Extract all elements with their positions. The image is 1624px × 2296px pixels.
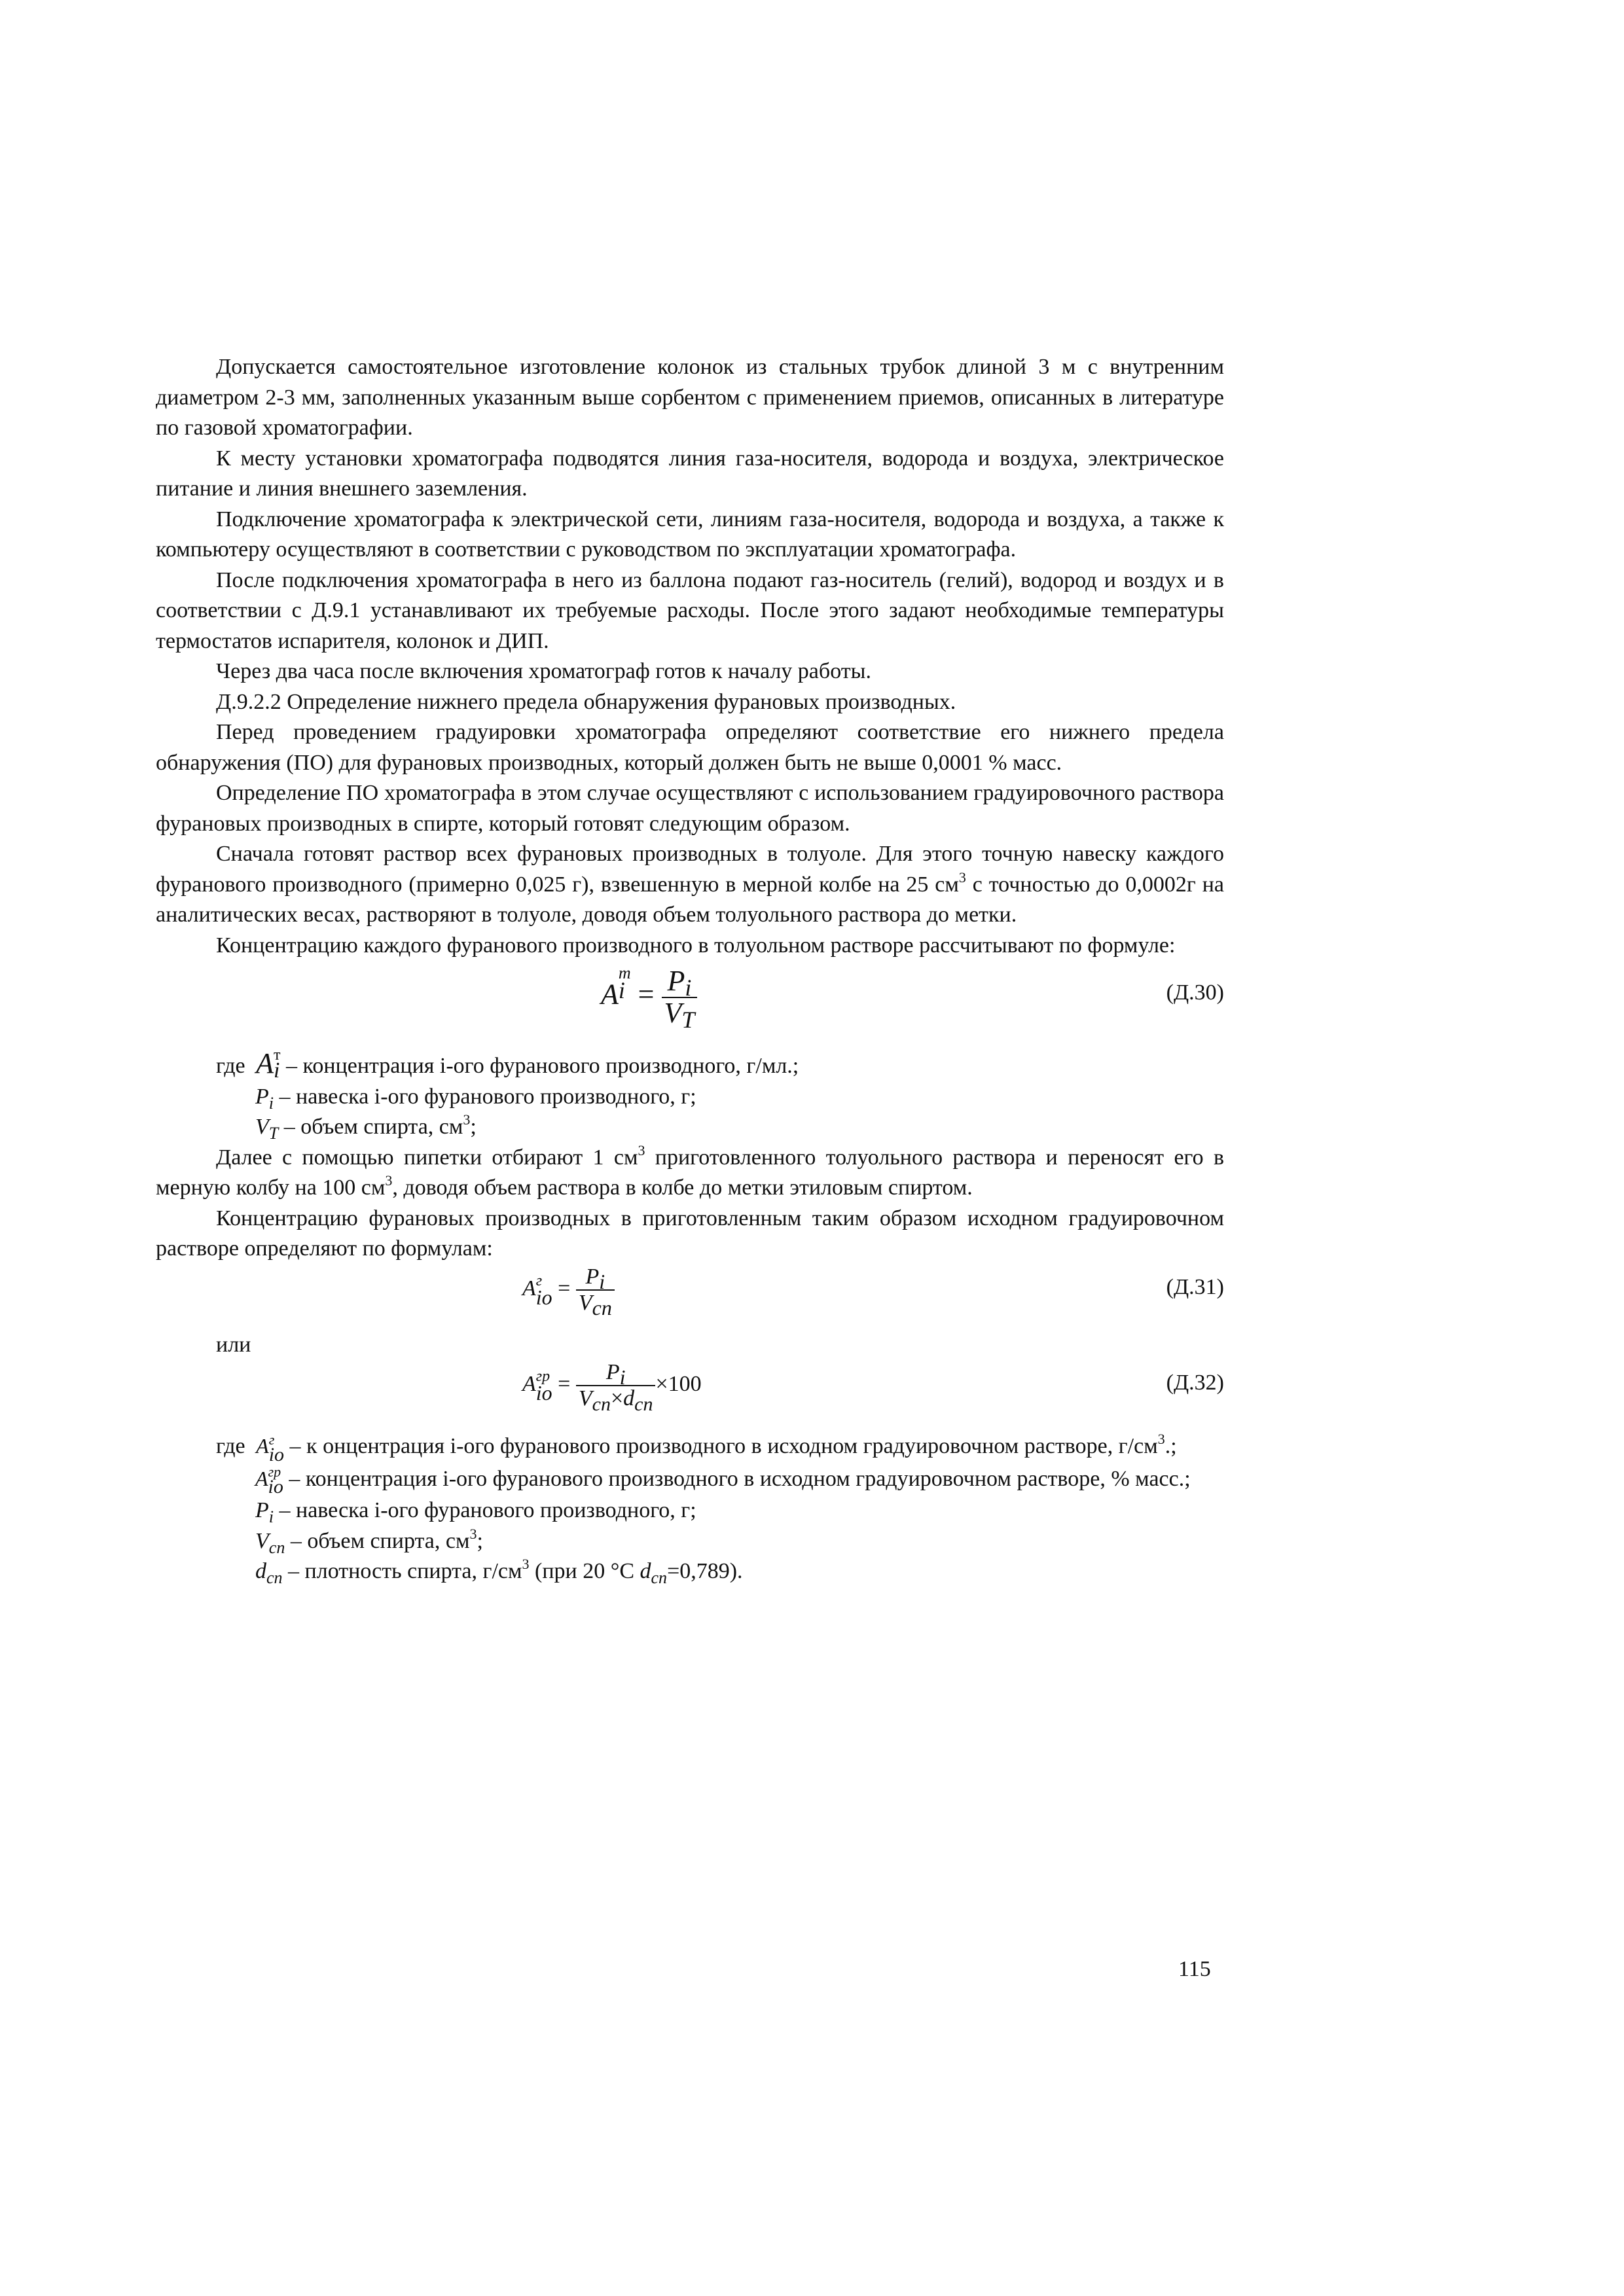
- denominator: [576, 1386, 656, 1415]
- paragraph-4: После подключения хроматографа в него из баллона подают газ-носитель (гелий), водород и воздух и в соответствии с Д.9.1 устанавливают их требуемые расходы. После этого задают необходимые температуры термостатов испарителя, колонок и ДИП.: [156, 567, 1224, 653]
- denominator: [662, 996, 698, 1033]
- symbol-a: A: [256, 1434, 269, 1458]
- definition-p-2: [156, 1496, 1224, 1526]
- definition-v: [156, 1112, 1224, 1143]
- multiplier: ×100: [655, 1371, 702, 1396]
- numerator-symbol: P: [585, 1264, 600, 1289]
- paragraph-5: Через два часа после включения хроматограф готов к началу работы.: [216, 659, 871, 683]
- symbol-a: A: [601, 978, 619, 1011]
- equals-sign: =: [558, 1276, 571, 1300]
- numerator-subscript: i: [685, 975, 692, 1001]
- numerator-symbol: P: [605, 1360, 620, 1384]
- p11-text-c: , доводя объем раствора в колбе до метки этиловым спиртом.: [392, 1175, 973, 1200]
- denominator-subscript: сп: [634, 1393, 653, 1415]
- subscript: io: [268, 1443, 285, 1465]
- numerator: [662, 965, 698, 1001]
- numerator-symbol: P: [667, 965, 685, 997]
- denominator: [576, 1290, 615, 1319]
- subscript: i: [274, 1058, 280, 1083]
- page-body: [156, 352, 1224, 1587]
- paragraph-7: Перед проведением градуировки хроматографа определяют соответствие его нижнего предела обнаружения (ПО) для фурановых производных, который должен быть не выше 0,0001 % масс.: [156, 720, 1224, 775]
- symbol-a-i-t: [256, 1047, 281, 1083]
- subscript: i: [268, 1507, 274, 1527]
- definition-v-2: [156, 1526, 1224, 1557]
- symbol-p: P: [255, 1498, 269, 1523]
- p9-text-b: с точностью до 0,0002г на аналитических весах, растворяют в толуоле, доводя объем толуольного раствора до метки.: [156, 872, 1224, 927]
- fraction: [576, 1360, 656, 1415]
- numerator-subscript: i: [619, 1365, 626, 1389]
- symbol-a: A: [256, 1047, 274, 1079]
- equation-number: (Д.32): [1166, 1371, 1224, 1395]
- formula-d31: [522, 1264, 615, 1319]
- equals-sign: =: [558, 1371, 571, 1396]
- equation-d31: [156, 1265, 1224, 1330]
- symbol-d: d: [255, 1559, 266, 1584]
- symbol-a-io-gr: [255, 1463, 283, 1498]
- superscript: т: [618, 963, 631, 982]
- definition-text-mid: (при 20 °С: [529, 1559, 640, 1584]
- where-label: где: [216, 1434, 245, 1458]
- definition-text: – объем спирта, см: [278, 1115, 463, 1139]
- numerator-subscript: i: [599, 1269, 605, 1293]
- symbol-a: A: [522, 1276, 536, 1300]
- definition-text: – к онцентрация i-ого фуранового производного в исходном градуировочном растворе, г/см: [284, 1434, 1158, 1458]
- symbol-v: V: [255, 1115, 269, 1139]
- definition-a-io-gr: [156, 1463, 1224, 1496]
- definition-p: [156, 1082, 1224, 1113]
- subscript: io: [535, 1381, 552, 1405]
- paragraph-11: [156, 1143, 1224, 1204]
- fraction: [662, 965, 698, 1033]
- equation-number: (Д.30): [1166, 980, 1224, 1005]
- denominator-symbol-v: V: [578, 1386, 592, 1410]
- times-sign: ×: [610, 1386, 624, 1410]
- symbol-a: A: [255, 1466, 268, 1490]
- definition-value: =0,789).: [667, 1559, 743, 1584]
- subscript: i: [268, 1093, 274, 1113]
- superscript: гр: [268, 1463, 281, 1480]
- formula-d32: [522, 1360, 702, 1415]
- fraction: [576, 1264, 615, 1319]
- superscript: 3: [469, 1525, 477, 1542]
- numerator: [576, 1265, 615, 1291]
- subscript: сп: [268, 1537, 285, 1557]
- paragraph-9: [156, 839, 1224, 931]
- superscript: г: [268, 1431, 275, 1448]
- page-number: 115: [1178, 1957, 1211, 1981]
- or-label: или: [216, 1332, 251, 1357]
- symbol-d: d: [640, 1559, 651, 1584]
- symbol-p: P: [255, 1084, 269, 1109]
- paragraph-8: Определение ПО хроматографа в этом случае осуществляют с использованием градуировочного раствора фурановых производных в спирте, который готовят следующим образом.: [156, 781, 1224, 836]
- definition-a: [156, 1049, 1224, 1082]
- denominator-subscript: сп: [592, 1393, 611, 1415]
- superscript: гр: [535, 1368, 550, 1385]
- definition-end: ;: [477, 1528, 483, 1553]
- definition-text: – концентрация i-ого фуранового производного в исходном градуировочном растворе, % масс.;: [283, 1466, 1191, 1491]
- denominator-symbol: V: [578, 1290, 592, 1315]
- paragraph-3: Подключение хроматографа к электрической сети, линиям газа-носителя, водорода и воздуха, а также к компьютеру осуществляют в соответствии с руководством по эксплуатации хроматографа.: [156, 507, 1224, 562]
- definition-text: – концентрация i-ого фуранового производного, г/мл.;: [280, 1054, 799, 1078]
- definition-text: – объем спирта, см: [285, 1528, 470, 1553]
- denominator-subscript: сп: [592, 1295, 612, 1319]
- symbol-a-io-g: [256, 1431, 285, 1465]
- definition-end: .;: [1164, 1434, 1177, 1458]
- paragraph-2: К месту установки хроматографа подводятся линия газа-носителя, водорода и воздуха, электрическое питание и линия внешнего заземления.: [156, 446, 1224, 501]
- denominator-symbol-d: d: [623, 1386, 635, 1410]
- paragraph-12: Концентрацию фурановых производных в приготовленным таким образом исходном градуировочном растворе определяют по формулам:: [156, 1206, 1224, 1261]
- superscript: 3: [463, 1111, 471, 1128]
- superscript: 3: [638, 1141, 645, 1158]
- superscript: 3: [1157, 1431, 1165, 1447]
- where-label: где: [216, 1054, 245, 1078]
- subscript: i: [618, 977, 625, 1003]
- equation-d30: [156, 963, 1224, 1042]
- symbol-a: A: [522, 1371, 536, 1396]
- superscript: 3: [958, 869, 966, 886]
- p11-text-a: Далее с помощью пипетки отбирают 1 см: [216, 1145, 638, 1170]
- definition-text: – навеска i-ого фуранового производного, г;: [274, 1084, 696, 1109]
- definition-text: – плотность спирта, г/см: [282, 1559, 522, 1584]
- paragraph-10: Концентрацию каждого фуранового производного в толуольном растворе рассчитывают по формуле:: [216, 933, 1176, 958]
- symbol-v: V: [255, 1528, 269, 1553]
- denominator-symbol: V: [664, 996, 682, 1029]
- definition-text: – навеска i-ого фуранового производного, г;: [274, 1498, 696, 1523]
- numerator: [576, 1360, 656, 1389]
- paragraph-1: Допускается самостоятельное изготовление колонок из стальных трубок длиной 3 м с внутренним диаметром 2-3 мм, заполненных указанным выше сорбентом с применением приемов, описанных в литературе по газовой хроматографии.: [156, 355, 1224, 440]
- definition-a-io-g: [156, 1431, 1224, 1463]
- formula-d30: [601, 963, 697, 1033]
- superscript: 3: [385, 1172, 393, 1189]
- p9-text-a: Сначала готовят раствор всех фурановых производных в толуоле. Для этого точную навеску каждого фуранового производного (примерно 0,025 г), взвешенную в мерной колбе на 25 см: [156, 842, 1224, 897]
- subscript: сп: [266, 1568, 283, 1588]
- subscript: io: [268, 1476, 283, 1498]
- subscript: T: [268, 1124, 279, 1143]
- definition-end: ;: [470, 1115, 477, 1139]
- superscript: г: [535, 1272, 543, 1289]
- subscript: io: [535, 1285, 552, 1309]
- equals-sign: =: [638, 978, 655, 1011]
- equation-d32: [156, 1360, 1224, 1426]
- equation-number: (Д.31): [1166, 1274, 1224, 1299]
- definition-d: [156, 1556, 1224, 1587]
- denominator-subscript: T: [681, 1006, 695, 1033]
- subscript: сп: [651, 1568, 668, 1588]
- superscript: 3: [522, 1556, 530, 1573]
- p11-text-b: приготовленного толуольного раствора и переносят его в мерную колбу на 100 см: [156, 1145, 1224, 1200]
- section-heading: Д.9.2.2 Определение нижнего предела обнаружения фурановых производных.: [216, 689, 956, 714]
- superscript: т: [274, 1047, 281, 1064]
